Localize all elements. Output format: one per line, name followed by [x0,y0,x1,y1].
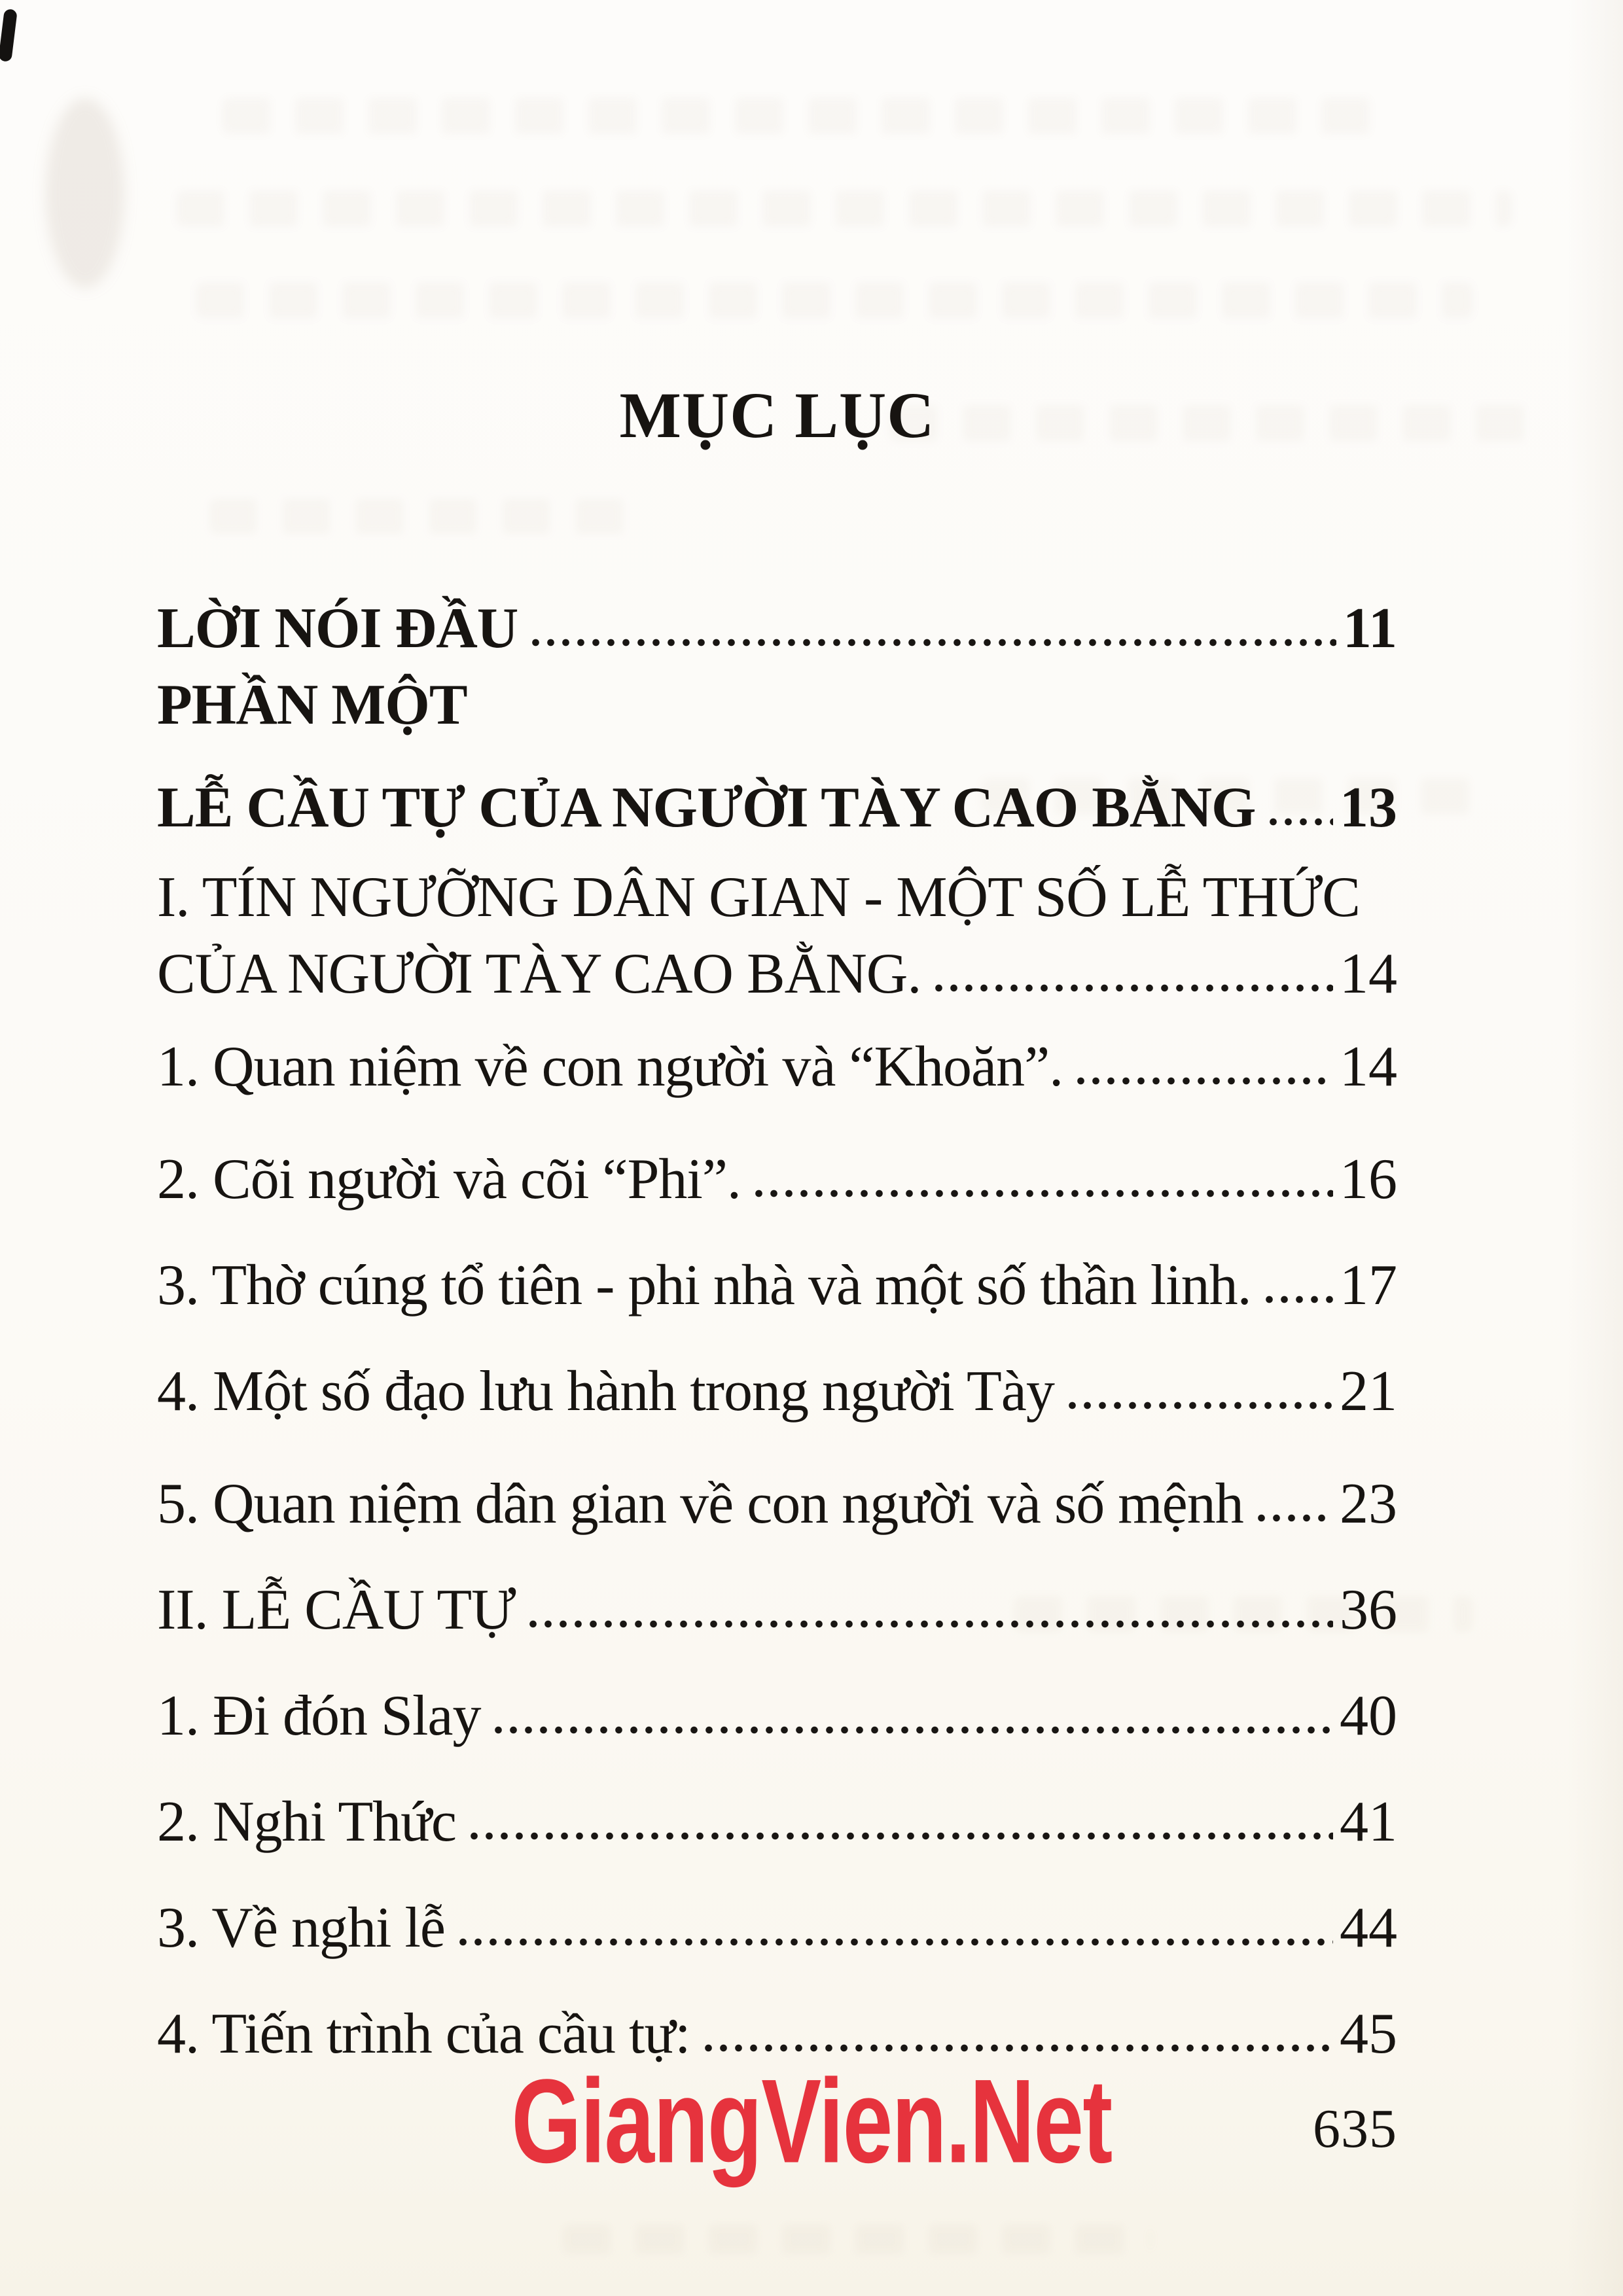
toc-entry-label: 4. Tiến trình của cầu tự: [157,2002,690,2066]
toc-entry-label: 1. Đi đón Slay [157,1684,481,1748]
toc-row [157,864,1397,931]
toc-entry-label: 1. Quan niệm về con người và “Khoăn”. [157,1035,1063,1099]
toc-entry-label: 2. Cõi người và cõi “Phi”. [157,1148,741,1211]
toc-entry-label: LỄ CẦU TỰ CỦA NGƯỜI TÀY CAO BẰNG [157,776,1256,839]
dot-leader [701,2043,1333,2053]
scan-edge-streak [1567,0,1623,2296]
toc-entry-page: 23 [1340,1472,1397,1536]
dot-leader [526,1619,1333,1629]
toc-row [157,1789,1397,1856]
toc-entry-page: 11 [1342,597,1397,660]
bleed-through-ghost-text [223,98,1374,133]
toc-row [157,1683,1397,1750]
toc-entry-page: 44 [1340,1896,1397,1960]
dot-leader [467,1831,1333,1841]
toc-row [157,775,1397,841]
toc-entry-label: CỦA NGƯỜI TÀY CAO BẰNG. [157,942,921,1006]
toc-entry-page: 14 [1340,1035,1397,1099]
bleed-through-ghost-text [196,283,1472,318]
toc-entry-page: 40 [1340,1684,1397,1748]
toc-row [157,1034,1397,1101]
scan-corner-mark [0,9,18,62]
watermark: GiangVien.Net [511,2055,1112,2188]
toc-entry-page: 41 [1340,1790,1397,1854]
toc-entry-page: 14 [1340,942,1397,1006]
toc-row [157,1358,1397,1425]
toc-row [157,595,1397,662]
toc-entry-page: 45 [1340,2002,1397,2066]
toc-entry-page: 36 [1340,1578,1397,1642]
dot-leader [931,983,1333,993]
dot-leader [528,638,1336,647]
toc-entry-label: I. TÍN NGƯỠNG DÂN GIAN - MỘT SỐ LỄ THỨC [157,866,1360,929]
dot-leader [1262,1295,1333,1304]
toc-entry-page: 21 [1340,1360,1397,1423]
dot-leader [751,1189,1333,1198]
toc-entry-page: 13 [1340,776,1397,839]
dot-leader [491,1725,1333,1735]
toc-entry-label: 4. Một số đạo lưu hành trong người Tày [157,1360,1054,1423]
toc-entry-page: 16 [1340,1148,1397,1211]
toc-entry-label: 3. Thờ cúng tổ tiên - phi nhà và một số thần linh. [157,1254,1251,1317]
dot-leader [1073,1076,1333,1086]
toc-row [157,941,1397,1008]
toc-row [157,1252,1397,1319]
toc-entry-label: 5. Quan niệm dân gian về con người và số mệnh [157,1472,1243,1536]
toc-entry-label: II. LỄ CẦU TỰ [157,1578,516,1642]
toc-entry-label: LỜI NÓI ĐẦU [157,597,518,660]
bleed-through-ghost-text [209,499,628,534]
dot-leader [1065,1401,1333,1410]
toc-row [157,1146,1397,1213]
toc-row [157,672,1397,739]
scan-smudge [46,98,124,288]
toc-entry-label: 2. Nghi Thức [157,1790,456,1854]
toc-row [157,1471,1397,1538]
toc-row [157,1577,1397,1644]
dot-leader [455,1937,1333,1947]
toc-entry-label: 3. Về nghi lễ [157,1896,445,1960]
toc-list [157,595,1397,2068]
dot-leader [1266,817,1333,826]
toc-row [157,1895,1397,1962]
bleed-through-ghost-text [563,2225,1152,2253]
bleed-through-ghost-text [177,191,1512,226]
toc-entry-label: PHẦN MỘT [157,673,467,737]
toc-entry-page: 17 [1340,1254,1397,1317]
page-title: MỤC LỤC [619,379,935,451]
page-number: 635 [1313,2098,1397,2159]
dot-leader [1254,1513,1333,1523]
